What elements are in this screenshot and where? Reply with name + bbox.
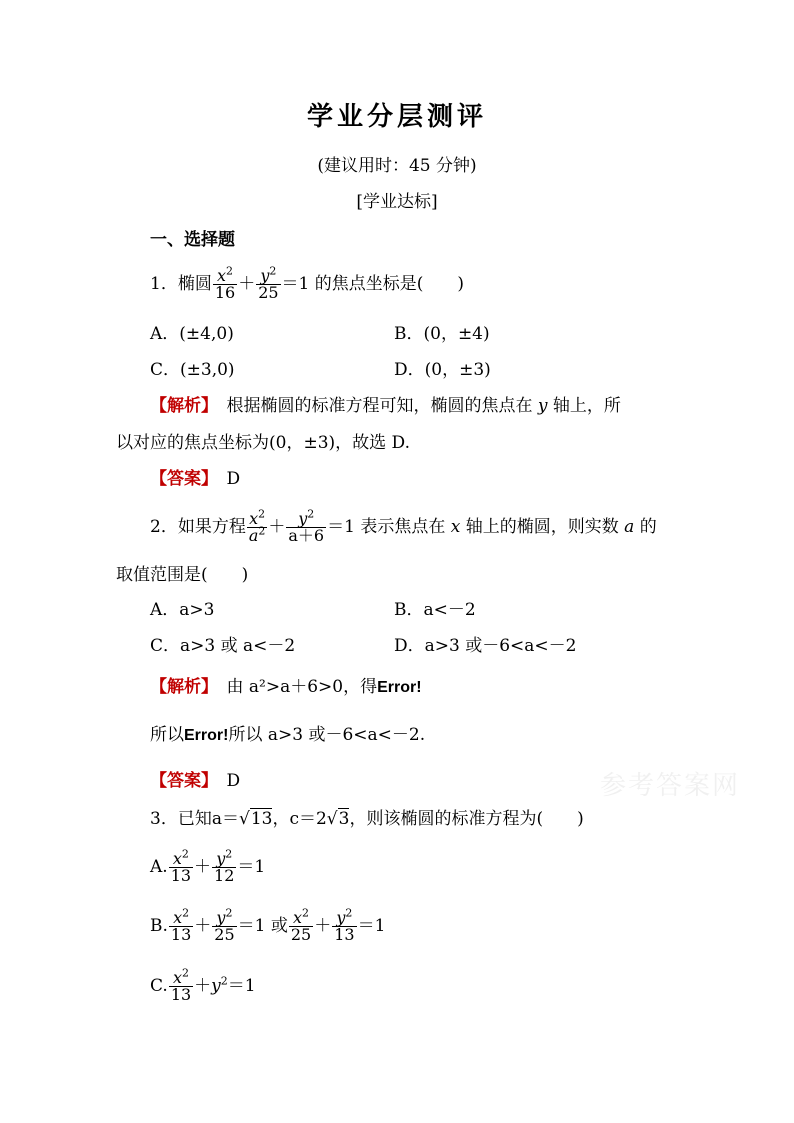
q2-option-a: A．a>3 xyxy=(150,600,215,620)
q2-fraction-x: $\frac{x^2}{a^2}$ xyxy=(248,507,266,545)
time-note: (建议用时：45 分钟) xyxy=(317,156,477,176)
watermark: 参考答案网 xyxy=(600,771,741,801)
section-heading: 一、选择题 xyxy=(150,230,235,250)
question-1-stem: 1．椭圆 $\frac{x^2}{16}$ ＋ $\frac{y^2}{25}$ ＝1 的焦点坐标是( ) xyxy=(150,264,465,302)
level-label: [学业达标] xyxy=(356,192,438,212)
q1-fraction-x: $\frac{x^2}{16}$ xyxy=(214,264,236,302)
q2-error-1: Error! xyxy=(377,679,422,696)
sqrt-13: 13 xyxy=(250,809,273,829)
q2-option-c: C．a>3 或 a<－2 xyxy=(150,636,296,656)
q3-option-b: B. $\frac{x^2}{13}$ ＋ $\frac{y^2}{25}$ ＝1 或 $\frac{x^2}{25}$ ＋ $\frac{y^2}{13}$ ＝1 xyxy=(150,906,386,944)
q2-option-b: B．a<－2 xyxy=(394,600,476,620)
q1-option-d: D．(0，±3) xyxy=(394,360,491,380)
q2-analysis: 【解析】 由 a²>a＋6>0，得Error! xyxy=(150,677,422,697)
q2-answer: 【答案】 D xyxy=(150,771,241,791)
q1-answer: 【答案】 D xyxy=(150,469,241,489)
q2-stem-line-2: 取值范围是( ) xyxy=(116,565,249,585)
q1-analysis-line-2: 以对应的焦点坐标为(0，±3)，故选 D. xyxy=(116,433,410,453)
q1-number: 1．椭圆 xyxy=(150,274,212,294)
q3-option-a: A. $\frac{x^2}{13}$ ＋ $\frac{y^2}{12}$ ＝1 xyxy=(150,847,266,885)
question-2-stem: 2．如果方程 $\frac{x^2}{a^2}$ ＋ $\frac{y^2}{a+6}$ ＝1 表示焦点在 x 轴上的椭圆，则实数 a 的 xyxy=(150,507,657,545)
q2-error-2: Error! xyxy=(184,727,229,744)
q1-fraction-y: $\frac{y^2}{25}$ xyxy=(258,264,279,302)
q2-number: 2．如果方程 xyxy=(150,517,246,537)
q2-answer-tag: 【答案】 xyxy=(150,771,210,791)
q1-option-c: C．(±3,0) xyxy=(150,360,235,380)
q1-tail: ＝1 的焦点坐标是( ) xyxy=(281,274,465,294)
q1-option-b: B．(0，±4) xyxy=(394,324,490,344)
q2-fraction-y: $\frac{y^2}{a+6}$ xyxy=(288,507,325,545)
q2-analysis-line-2: 所以Error!所以 a>3 或－6<a<－2. xyxy=(150,725,426,745)
q2-option-d: D．a>3 或－6<a<－2 xyxy=(394,636,577,656)
q1-analysis-tag: 【解析】 xyxy=(150,396,210,416)
question-3-stem: 3．已知a＝√13，c＝2√3，则该椭圆的标准方程为( ) xyxy=(150,809,584,829)
q1-analysis: 【解析】 根据椭圆的标准方程可知，椭圆的焦点在 y 轴上，所 xyxy=(150,396,621,416)
sqrt-3: 3 xyxy=(338,809,350,829)
q2-analysis-tag: 【解析】 xyxy=(150,677,210,697)
q3-option-c: C. $\frac{x^2}{13}$ $+y^2=1$ xyxy=(150,966,256,1004)
page-title: 学业分层测评 xyxy=(306,102,487,132)
q1-answer-tag: 【答案】 xyxy=(150,469,210,489)
q1-option-a: A．(±4,0) xyxy=(150,324,234,344)
